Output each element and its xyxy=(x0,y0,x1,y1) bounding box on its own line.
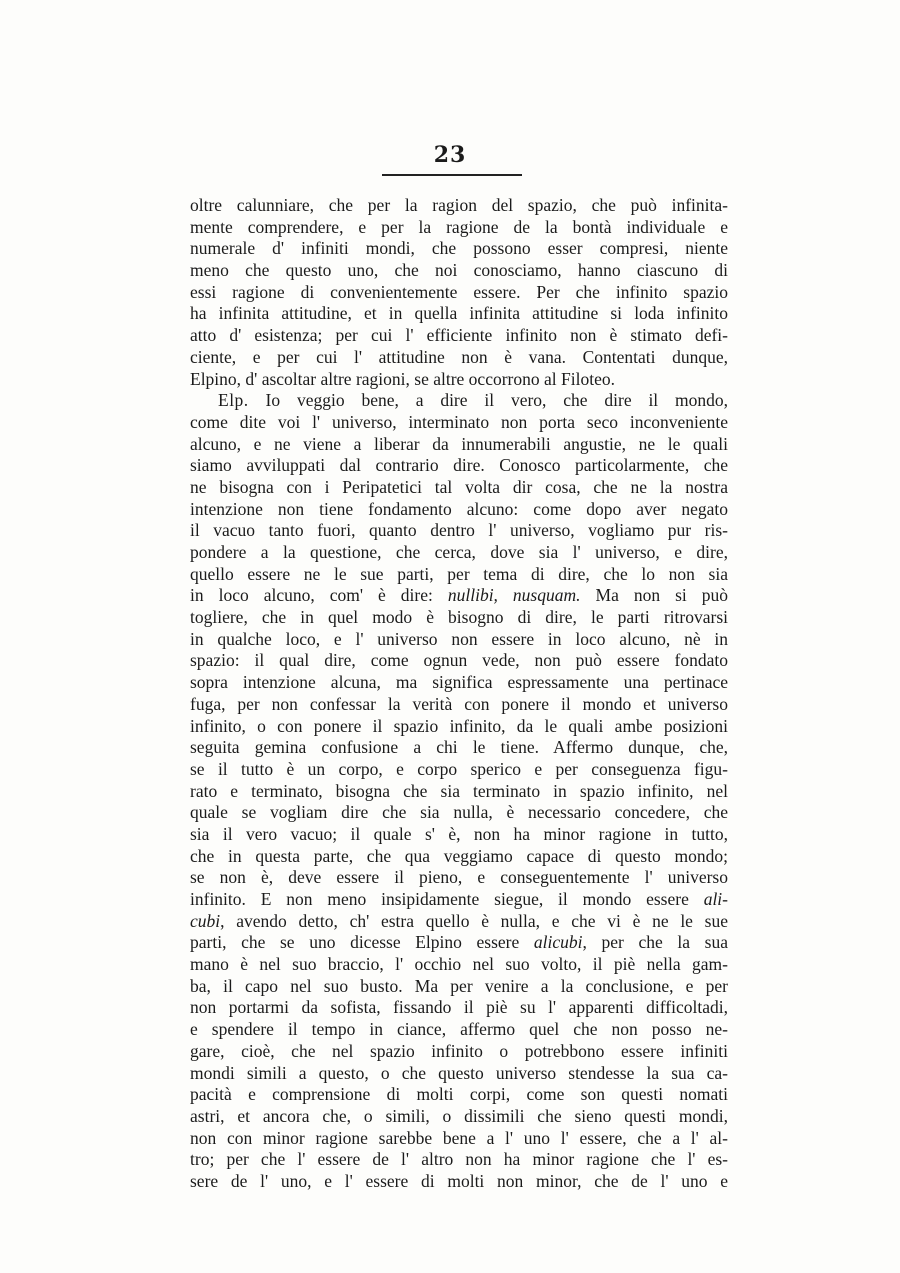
text-line-italic xyxy=(190,585,728,607)
text-segment: , per che la sua xyxy=(582,932,728,953)
text-line-italic xyxy=(190,889,728,911)
text-line: infinito, o con ponere il spazio infinito, da le quali ambe posizioni xyxy=(190,715,728,736)
text-line: gare, cioè, che nel spazio infinito o potrebbono essere infiniti xyxy=(190,1040,728,1061)
text-segment: Ma non si può xyxy=(580,585,728,606)
text-line: non portarmi da sofista, fissando il piè su l' apparenti difficoltadi, xyxy=(190,997,728,1018)
text-line: seguita gemina confusione a chi le tiene. Affermo dunque, che, xyxy=(190,737,728,758)
text-line: astri, et ancora che, o simili, o dissimili che sieno questi mondi, xyxy=(190,1105,728,1126)
text-line: se non è, deve essere il pieno, e conseguentemente l' universo xyxy=(190,867,728,888)
speaker-line xyxy=(190,390,728,412)
italic-phrase: alicubi xyxy=(533,932,583,953)
text-line: spazio: il qual dire, come ognun vede, non può essere fondato xyxy=(190,650,728,671)
text-line: mente comprendere, e per la ragione de la bontà individuale e xyxy=(190,216,728,237)
text-line: alcuno, e ne viene a liberar da innumerabili angustie, ne le quali xyxy=(190,433,728,454)
text-line: sopra intenzione alcuna, ma significa espressamente una pertinace xyxy=(190,672,728,693)
text-line-italic xyxy=(190,932,728,954)
speaker-name: Elp. xyxy=(218,390,249,411)
text-line: come dite voi l' universo, interminato non porta seco inconveniente xyxy=(190,411,728,432)
header-rule xyxy=(382,174,522,176)
text-line: rato e terminato, bisogna che sia terminato in spazio infinito, nel xyxy=(190,780,728,801)
text-line: sere de l' uno, e l' essere di molti non minor, che de l' uno e xyxy=(190,1170,728,1191)
text-line: in qualche loco, e l' universo non essere in loco alcuno, nè in xyxy=(190,628,728,649)
page-number: 23 xyxy=(433,142,467,168)
text-line: pondere a la questione, che cerca, dove sia l' universo, e dire, xyxy=(190,542,728,562)
text-line: quale se vogliam dire che sia nulla, è necessario concedere, che xyxy=(190,802,728,823)
text-line: essi ragione di convenientemente essere. Per che infinito spazio xyxy=(190,281,728,302)
text-line: intenzione non tiene fondamento alcuno: come dopo aver negato xyxy=(190,498,728,519)
text-line: ha infinita attitudine, et in quella infinita attitudine si loda infinito xyxy=(190,303,728,324)
text-segment: , avendo detto, ch' estra quello è nulla, e che vi è ne le sue xyxy=(220,910,728,931)
text-line: numerale d' infiniti mondi, che possono esser compresi, niente xyxy=(190,238,728,259)
text-line: tro; per che l' essere de l' altro non ha minor ragione che l' es- xyxy=(190,1149,728,1170)
text-line: togliere, che in quel modo è bisogno di dire, le parti ritrovarsi xyxy=(190,607,728,628)
text-line: fuga, per non confessar la verità con ponere il mondo et universo xyxy=(190,693,728,714)
text-line: mondi simili a questo, o che questo universo stendesse la sua ca- xyxy=(190,1062,728,1083)
text-line: siamo avviluppati dal contrario dire. Conosco particolarmente, che xyxy=(190,455,728,476)
text-line: se il tutto è un corpo, e corpo sperico e per conseguenza figu- xyxy=(190,758,728,779)
italic-phrase: nullibi, nusquam. xyxy=(447,585,581,606)
text-line: che in questa parte, che qua veggiamo capace di questo mondo; xyxy=(190,845,728,866)
text-segment: in loco alcuno, com' è dire: xyxy=(190,585,448,606)
text-line: ne bisogna con i Peripatetici tal volta dir cosa, che ne la nostra xyxy=(190,476,728,497)
text-line: meno che questo uno, che noi conosciamo, hanno ciascuno di xyxy=(190,260,728,281)
text-line: Elpino, d' ascoltar altre ragioni, se altre occorrono al Filoteo. xyxy=(190,368,615,389)
text-line: ciente, e per cui l' attitudine non è vana. Contentati dunque, xyxy=(190,346,728,367)
text-line-italic xyxy=(190,911,728,933)
speaker-text: Io veggio bene, a dire il vero, che dire il mondo, xyxy=(265,390,729,411)
text-line: sia il vero vacuo; il quale s' è, non ha minor ragione in tutto, xyxy=(190,823,728,844)
text-segment: infinito. E non meno insipidamente siegue, il mondo essere xyxy=(190,889,704,909)
text-line: oltre calunniare, che per la ragion del spazio, che può infinita- xyxy=(190,195,728,215)
text-line: e spendere il tempo in ciance, affermo quel che non posso ne- xyxy=(190,1019,728,1040)
text-line: quello essere ne le sue parti, per tema di dire, che lo non sia xyxy=(190,563,728,584)
text-segment: parti, che se uno dicesse Elpino essere xyxy=(190,932,534,953)
text-line: ba, il capo nel suo busto. Ma per venire a la conclusione, e per xyxy=(190,975,728,996)
italic-phrase: ali- xyxy=(703,889,728,909)
text-line: atto d' esistenza; per cui l' efficiente infinito non è stimato defi- xyxy=(190,325,728,346)
body-text xyxy=(190,195,728,1193)
text-line: il vacuo tanto fuori, quanto dentro l' universo, vogliamo pur ris- xyxy=(190,520,728,541)
text-line: mano è nel suo braccio, l' occhio nel suo volto, il piè nella gam- xyxy=(190,954,728,975)
text-line: non con minor ragione sarebbe bene a l' uno l' essere, che a l' al- xyxy=(190,1127,728,1148)
italic-phrase: cubi xyxy=(190,910,221,931)
text-line: pacità e comprensione di molti corpi, come son questi nomati xyxy=(190,1084,728,1105)
